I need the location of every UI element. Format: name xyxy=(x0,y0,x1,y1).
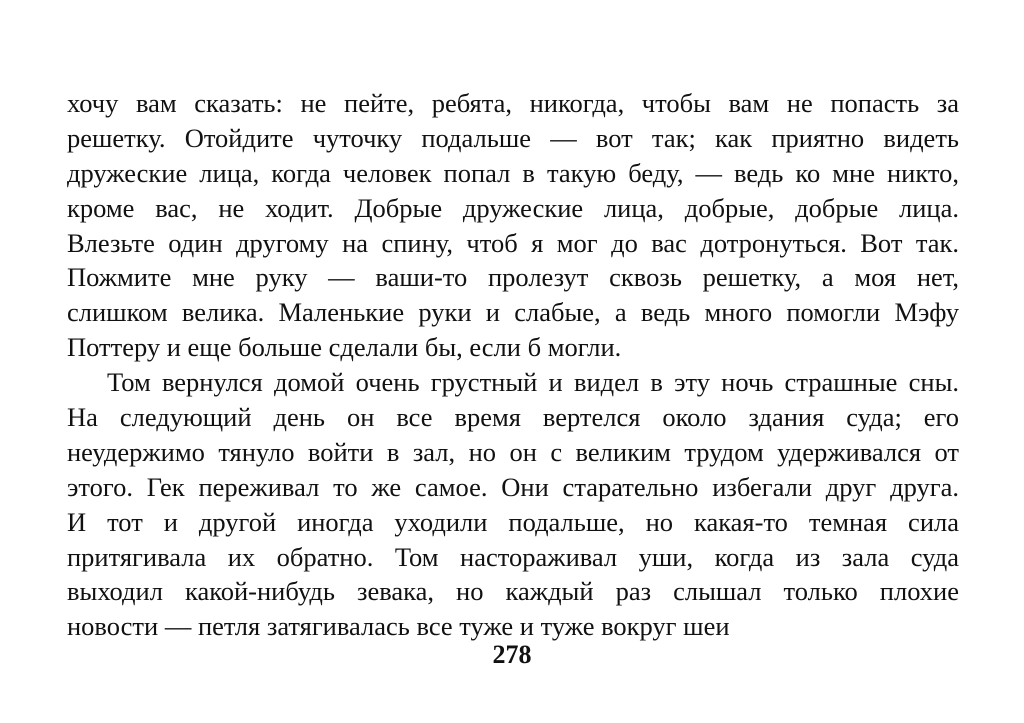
text-line: хочу вам сказать: не пейте, ребята, никогда, чтобы вам не попасть за xyxy=(67,88,959,118)
text-line: новости — петля затягивалась все туже и туже вокруг шеи xyxy=(67,611,730,642)
text-line: этого. Гек переживал то же самое. Они старательно избегали друг друга. xyxy=(67,471,959,502)
paragraph xyxy=(67,365,959,644)
text-line: кроме вас, не ходит. Добрые дружеские лица, добрые, добрые лица. xyxy=(67,192,959,223)
text-line: неудержимо тянуло войти в зал, но он с великим трудом удерживался от xyxy=(67,436,959,467)
text-line: Влезьте один другому на спину, чтоб я мог до вас дотронуться. Вот так. xyxy=(67,227,959,258)
text-line: Том вернулся домой очень грустный и видел в эту ночь страшные сны. xyxy=(107,367,959,398)
text-line: решетку. Отойдите чуточку подальше — вот так; как приятно видеть xyxy=(67,122,959,153)
text-line: И тот и другой иногда уходили подальше, но какая-то темная сила xyxy=(67,506,959,537)
text-line: дружеские лица, когда человек попал в такую беду, — ведь ко мне никто, xyxy=(67,157,959,188)
text-line: Пожмите мне руку — ваши-то пролезут сквозь решетку, а моя нет, xyxy=(67,262,959,293)
page-body xyxy=(67,86,959,644)
text-line: притягивала их обратно. Том настораживал уши, когда из зала суда xyxy=(67,541,959,572)
text-line: выходил какой-нибудь зевака, но каждый раз слышал только плохие xyxy=(67,576,959,607)
text-line: Поттеру и еще больше сделали бы, если б могли. xyxy=(67,332,622,363)
paragraph xyxy=(67,86,959,365)
text-line: слишком велика. Маленькие руки и слабые, а ведь много помогли Мэфу xyxy=(67,297,959,328)
page-number: 278 xyxy=(492,640,532,669)
text-line: На следующий день он все время вертелся около здания суда; его xyxy=(67,402,959,433)
